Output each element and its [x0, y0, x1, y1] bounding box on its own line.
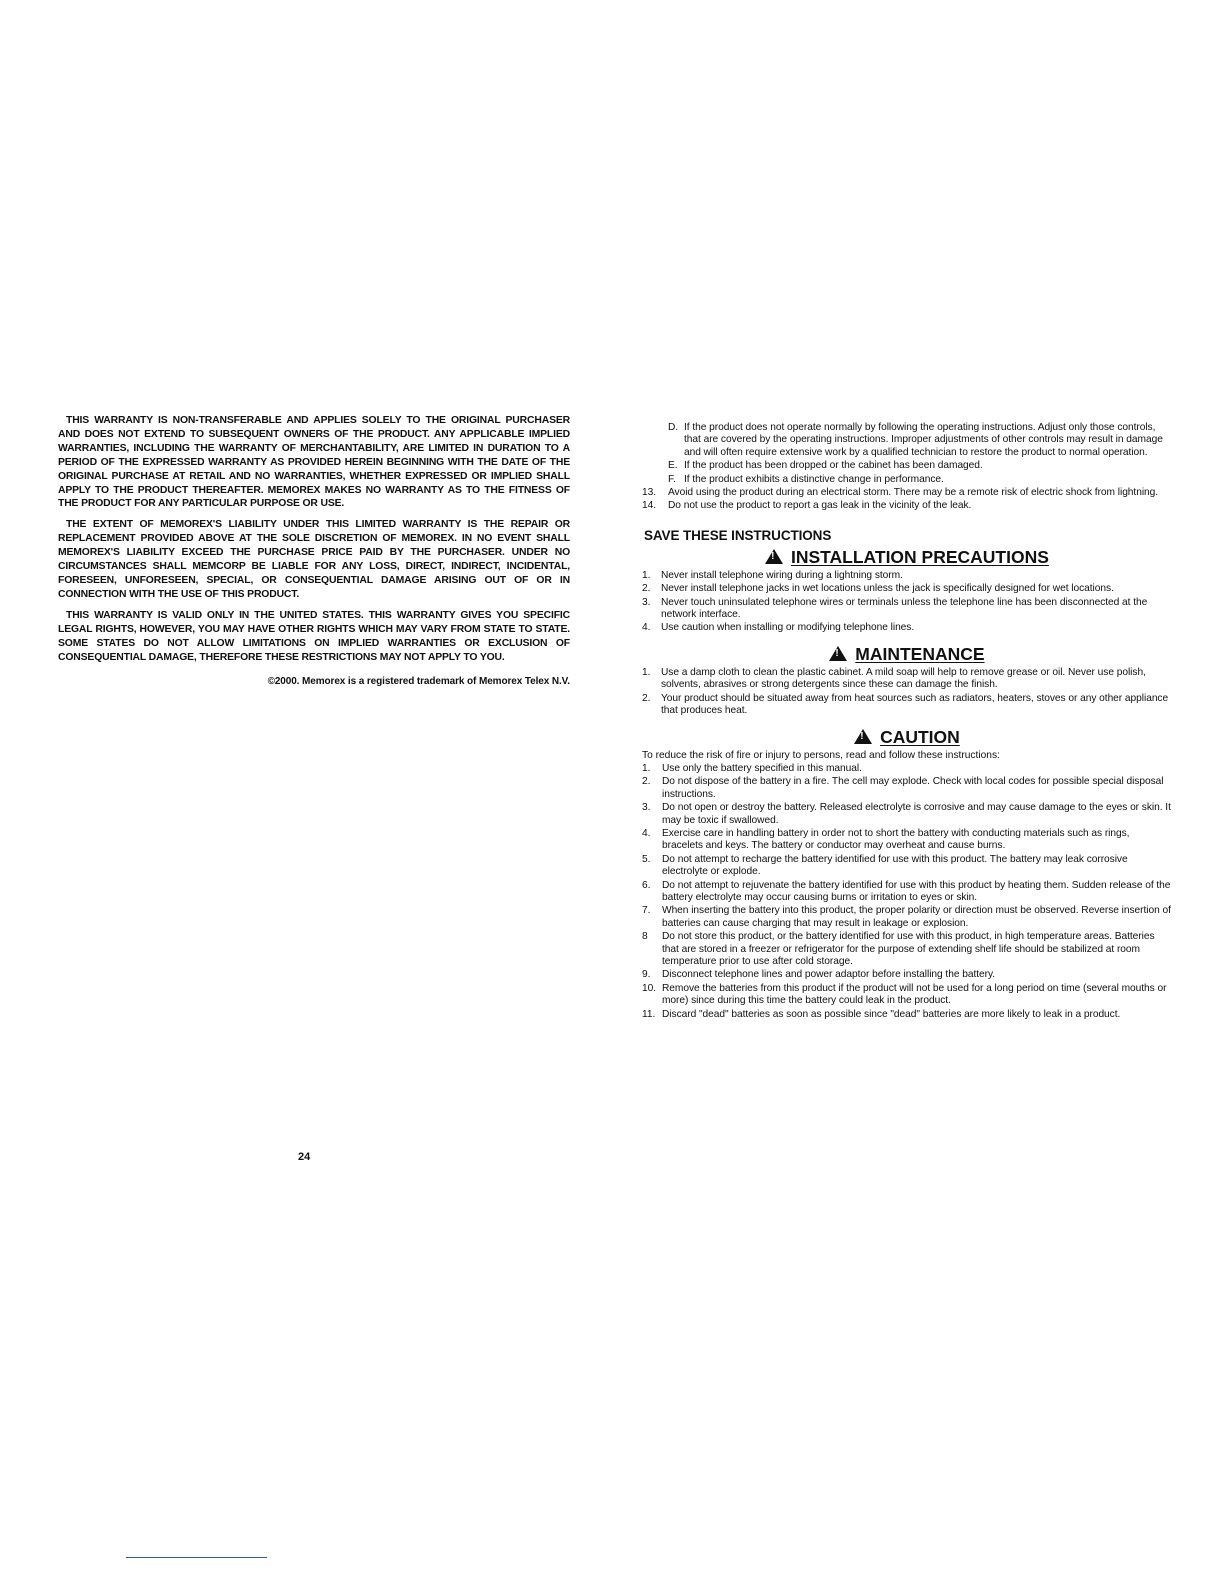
- item-text: If the product has been dropped or the cabinet has been damaged.: [684, 460, 983, 472]
- item-number: 2.: [642, 692, 651, 704]
- item-text: Remove the batteries from this product if the product will not be used for a long period on time (several mouths or more) since during this time the battery could leak in the product.: [662, 982, 1167, 1007]
- item-number: 13.: [642, 487, 657, 499]
- caution-intro: To reduce the risk of fire or injury to persons, read and follow these instructions:: [642, 749, 1000, 761]
- item-text: Discard "dead" batteries as soon as possible since "dead" batteries are more likely to leak in a product.: [662, 1008, 1121, 1020]
- item-number: 9.: [642, 969, 651, 981]
- item-text: Your product should be situated away from heat sources such as radiators, heaters, stoves or any other appliance that produces heat.: [661, 692, 1169, 717]
- item-number: D.: [668, 422, 679, 433]
- page-number: 24: [298, 1151, 311, 1163]
- list-item: [642, 597, 1172, 622]
- item-number: 1.: [642, 666, 651, 678]
- item-text: If the product does not operate normally by following the operating instructions. Adjust only those controls, that are covered by the operating instructions. Improper adjustments of other controls may result in damage and will often require extensive work by a qualified technician to restore the product to normal operation.: [684, 422, 1163, 458]
- item-number: 5.: [642, 853, 651, 865]
- item-text: If the product exhibits a distinctive change in performance.: [684, 473, 944, 485]
- list-item: [642, 570, 1172, 582]
- warning-triangle-icon: [829, 646, 847, 661]
- list-item: [642, 622, 1172, 634]
- warning-triangle-icon: [765, 549, 783, 564]
- item-text: Use a damp cloth to clean the plastic cabinet. A mild soap will help to remove grease or oil. Never use polish, solvents, abrasives or strong detergents since these can damage the finish.: [661, 666, 1146, 691]
- item-text: Do not attempt to recharge the battery identified for use with this product. The battery may leak corrosive electrolyte or explode.: [662, 853, 1128, 878]
- list-item: [642, 487, 1172, 499]
- save-instructions-heading: SAVE THESE INSTRUCTIONS: [644, 527, 832, 543]
- warranty-paragraph: THE EXTENT OF MEMOREX'S LIABILITY UNDER THIS LIMITED WARRANTY IS THE REPAIR OR REPLACEMENT PROVIDED ABOVE AT THE SOLE DISCRETION OF MEMOREX. IN NO EVENT SHALL MEMOREX'S LIABILITY EXCEED THE PURCHASE PRICE PAID BY THE PURCHASER. UNDER NO CIRCUMSTANCES SHALL MEMCORP BE LIABLE FOR ANY LOSS, DIRECT, INDIRECT, INCIDENTAL, FORESEEN, UNFORESEEN, SPECIAL, OR CONSEQUENTIAL DAMAGE ARISING OUT OF OR IN CONNECTION WITH THE USE OF THIS PRODUCT.: [58, 519, 570, 600]
- item-number: 8: [642, 931, 648, 943]
- item-number: 2.: [642, 583, 651, 595]
- item-text: Disconnect telephone lines and power adaptor before installing the battery.: [662, 969, 996, 981]
- list-item: [642, 583, 1172, 595]
- item-number: 2.: [642, 776, 651, 788]
- safety-list: [642, 422, 1172, 513]
- installation-heading-text: INSTALLATION PRECAUTIONS: [790, 546, 1049, 567]
- item-number: 4.: [642, 827, 651, 839]
- list-item: [642, 776, 1172, 801]
- item-text: Do not use the product to report a gas leak in the vicinity of the leak.: [668, 500, 972, 512]
- copyright-notice: ©2000. Memorex is a registered trademark of Memorex Telex N.V.: [267, 676, 570, 688]
- caution-heading-text: CAUTION: [880, 726, 960, 747]
- list-item: [642, 460, 1172, 472]
- item-text: Avoid using the product during an electrical storm. There may be a remote risk of electric shock from lightning.: [668, 487, 1159, 499]
- list-item: [642, 802, 1172, 827]
- item-text: Do not open or destroy the battery. Released electrolyte is corrosive and may cause damage to the eyes or skin. It may be toxic if swallowed.: [662, 802, 1171, 826]
- list-item: [642, 880, 1172, 905]
- list-item: [642, 422, 1172, 459]
- safety-column: [642, 422, 1172, 1022]
- list-item: [642, 905, 1172, 930]
- item-number: 1.: [642, 762, 651, 774]
- item-text: Do not attempt to rejuvenate the battery identified for use with this product by heating them. Sudden release of the battery electrolyte may occur causing burns or irritation to eyes or skin.: [662, 879, 1171, 903]
- item-text: Use caution when installing or modifying telephone lines.: [661, 622, 915, 634]
- maintenance-heading-text: MAINTENANCE: [855, 643, 985, 664]
- warranty-paragraph: THIS WARRANTY IS NON-TRANSFERABLE AND APPLIES SOLELY TO THE ORIGINAL PURCHASER AND DOES NOT EXTEND TO SUBSEQUENT OWNERS OF THE PRODUCT. ANY APPLICABLE IMPLIED WARRANTIES, INCLUDING THE WARRANTY OF MERCHANTABILITY, ARE LIMITED IN DURATION TO A PERIOD OF THE EXPRESSED WARRANTY AS PROVIDED HEREIN BEGINNING WITH THE DATE OF THE ORIGINAL PURCHASE AT RETAIL AND NO WARRANTIES, WHETHER EXPRESSED OR IMPLIED SHALL APPLY TO THE PRODUCT THEREAFTER. MEMOREX MAKES NO WARRANTY AS TO THE FITNESS OF THE PRODUCT FOR ANY PARTICULAR PURPOSE OR USE.: [58, 415, 570, 510]
- item-text: Never install telephone wiring during a lightning storm.: [661, 569, 903, 581]
- maintenance-heading: [642, 644, 1172, 664]
- list-item: [642, 969, 1172, 981]
- list-item: [642, 854, 1172, 879]
- item-text: Do not dispose of the battery in a fire. The cell may explode. Check with local codes for possible special disposal instructions.: [662, 776, 1164, 800]
- item-number: F.: [668, 473, 676, 485]
- list-item: [642, 1009, 1172, 1021]
- warning-triangle-icon: [854, 729, 872, 744]
- item-text: Never touch uninsulated telephone wires or terminals unless the telephone line has been disconnected at the network interface.: [661, 596, 1148, 621]
- list-item: [642, 474, 1172, 486]
- item-number: 10.: [642, 982, 657, 994]
- item-number: 4.: [642, 622, 651, 634]
- installation-list: [642, 570, 1172, 635]
- caution-list: [642, 763, 1172, 1021]
- list-item: [642, 667, 1172, 692]
- item-text: Do not store this product, or the battery identified for use with this product, in high temperature areas. Batteries that are stored in a freezer or refrigerator for the purpose of extending shelf life should be stabilized at room temperature prior to use after cold storage.: [662, 931, 1155, 967]
- item-text: Exercise care in handling battery in order not to short the battery with conducting materials such as rings, bracelets and keys. The battery or conductor may overheat and cause burns.: [662, 827, 1130, 852]
- list-item: [642, 763, 1172, 775]
- item-text: Never install telephone jacks in wet locations unless the jack is specifically designed for wet locations.: [661, 583, 1114, 595]
- list-item: [642, 931, 1172, 968]
- item-number: E.: [668, 460, 678, 472]
- list-item: [642, 693, 1172, 718]
- item-number: 7.: [642, 905, 651, 917]
- maintenance-list: [642, 667, 1172, 718]
- item-text: When inserting the battery into this product, the proper polarity or direction must be observed. Reverse insertion of batteries can cause charging that may result in leakage or explosion.: [662, 905, 1171, 929]
- warranty-paragraph: THIS WARRANTY IS VALID ONLY IN THE UNITED STATES. THIS WARRANTY GIVES YOU SPECIFIC LEGAL RIGHTS, HOWEVER, YOU MAY HAVE OTHER RIGHTS WHICH MAY VARY FROM STATE TO STATE. SOME STATES DO NOT ALLOW LIMITATIONS ON IMPLIED WARRANTIES OR EXCLUSION OF CONSEQUENTIAL DAMAGE, THEREFORE THESE RESTRICTIONS MAY NOT APPLY TO YOU.: [58, 609, 570, 663]
- item-number: 3.: [642, 802, 651, 814]
- item-number: 11.: [642, 1008, 656, 1020]
- item-number: 6.: [642, 879, 651, 891]
- item-number: 3.: [642, 596, 651, 608]
- warranty-column: [58, 414, 570, 687]
- caution-heading: [642, 727, 1172, 747]
- list-item: [642, 983, 1172, 1008]
- list-item: [642, 500, 1172, 512]
- list-item: [642, 828, 1172, 853]
- footer-rule: [126, 1557, 267, 1558]
- item-text: Use only the battery specified in this manual.: [662, 762, 862, 774]
- item-number: 14.: [642, 500, 657, 512]
- installation-heading: [642, 547, 1172, 567]
- item-number: 1.: [642, 569, 651, 581]
